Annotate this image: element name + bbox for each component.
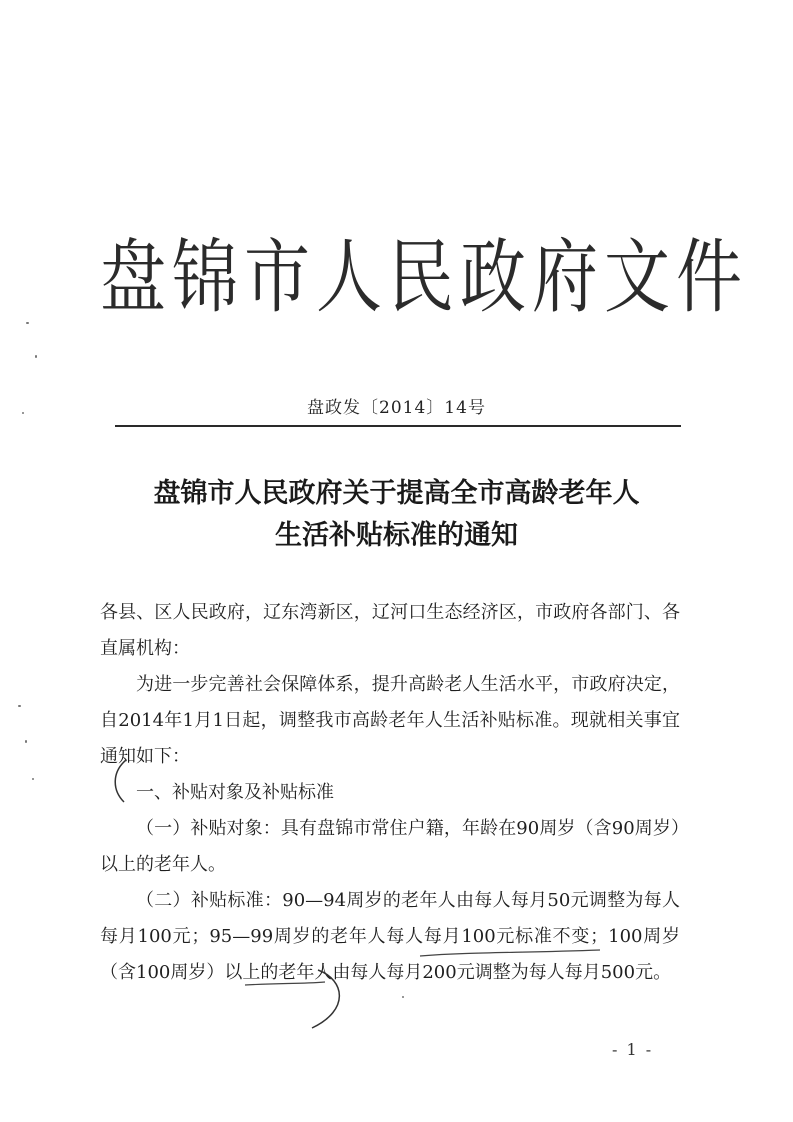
document-number: 盘政发〔2014〕14号	[307, 398, 486, 418]
scan-speck	[18, 705, 21, 707]
scan-speck	[32, 778, 34, 780]
standard-paragraph: （二）补贴标准：90—94周岁的老年人由每人每月50元调整为每人每月100元；95—99周岁的老年人每人每月100元标准不变；100周岁（含100周岁）以上的老年人由每人每月200元调整为每人每月500元。	[100, 890, 680, 983]
issuer-title: 盘锦市人民政府文件	[100, 230, 748, 325]
scan-speck	[26, 322, 29, 324]
eligibility-paragraph: （一）补贴对象：具有盘锦市常住户籍，年龄在90周岁（含90周岁）以上的老年人。	[100, 818, 680, 875]
page-number: - 1 -	[612, 1040, 654, 1059]
scan-speck	[25, 740, 27, 743]
notice-title	[0, 473, 793, 557]
scan-speck	[35, 355, 37, 358]
header-rule	[115, 425, 681, 427]
section-heading: 一、补贴对象及补贴标准	[136, 782, 334, 803]
notice-title-line-2: 生活补贴标准的通知	[275, 520, 518, 551]
notice-title-line-1: 盘锦市人民政府关于提高全市高龄老年人	[153, 478, 640, 509]
notice-body	[100, 595, 680, 991]
scan-speck	[22, 412, 24, 414]
addressee-paragraph: 各县、区人民政府，辽东湾新区，辽河口生态经济区，市政府各部门、各直属机构：	[100, 602, 680, 659]
scan-speck	[402, 996, 404, 998]
intro-paragraph: 为进一步完善社会保障体系，提升高龄老人生活水平，市政府决定，自2014年1月1日起，调整我市高龄老年人生活补贴标准。现就相关事宜通知如下：	[100, 674, 680, 767]
